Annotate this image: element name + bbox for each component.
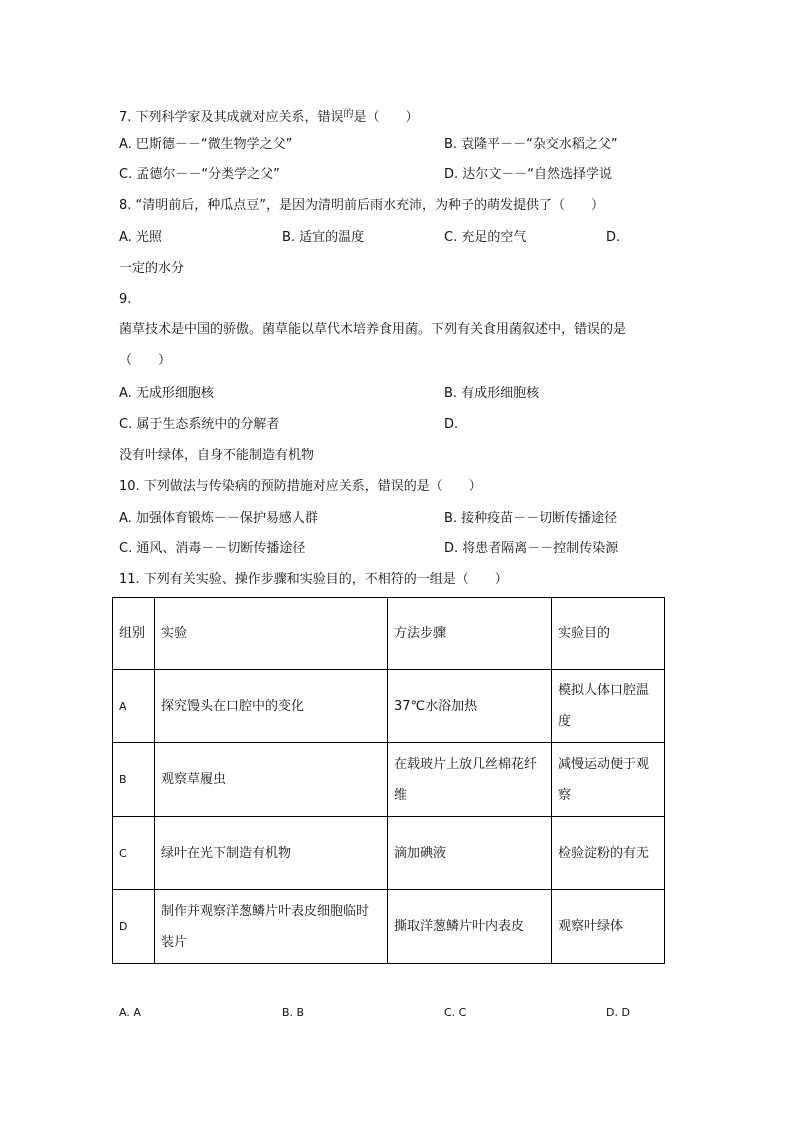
table-row [113, 670, 665, 743]
header-group: 组别 [113, 598, 155, 670]
table-header-row [113, 598, 665, 670]
option-a: A. 加强体育锻炼－－保护易感人群 [119, 511, 318, 526]
cell-method: 滴加碘液 [388, 817, 552, 890]
cell-method: 撕取洋葱鳞片叶内表皮 [388, 890, 552, 964]
option-a: A. 光照 [119, 230, 162, 245]
question-stem: 7. 下列科学家及其成就对应关系，错误$^的$是（ ） [119, 109, 419, 125]
cell-experiment: 探究馒头在口腔中的变化 [155, 670, 388, 743]
option-d: D. [444, 417, 459, 432]
option-c: C. 充足的空气 [444, 230, 527, 245]
option-d: D. 达尔文－－“自然选择学说 [444, 167, 613, 182]
cell-group: A [113, 670, 155, 743]
question-number: 9. [119, 292, 132, 307]
option-b: B. 适宜的温度 [282, 230, 365, 245]
option-c: C. 孟德尔－－“分类学之父” [119, 167, 280, 182]
cell-experiment: 制作并观察洋葱鳞片叶表皮细胞临时装片 [155, 890, 388, 964]
option-c: C. 通风、消毒－－切断传播途径 [119, 541, 306, 556]
cell-method: 37℃水浴加热 [388, 670, 552, 743]
table-row [113, 817, 665, 890]
option-b: B. 接种疫苗－－切断传播途径 [444, 511, 618, 526]
option-a: A. 无成形细胞核 [119, 386, 214, 401]
option-a: A. 巴斯德－－“微生物学之父” [119, 137, 293, 152]
option-c: C. 属于生态系统中的分解者 [119, 417, 280, 432]
table-row [113, 743, 665, 817]
option-d-text: 一定的水分 [119, 261, 185, 276]
option-d-text: 没有叶绿体，自身不能制造有机物 [119, 448, 315, 463]
option-d: D. D [606, 1006, 630, 1019]
option-d: D. [606, 230, 621, 245]
option-b: B. 有成形细胞核 [444, 386, 540, 401]
cell-group: C [113, 817, 155, 890]
experiment-table [112, 597, 665, 964]
question-stem: 11. 下列有关实验、操作步骤和实验目的，不相符的一组是（ ） [119, 572, 508, 587]
cell-purpose: 减慢运动便于观察 [552, 743, 665, 817]
table-row [113, 890, 665, 964]
cell-purpose: 模拟人体口腔温度 [552, 670, 665, 743]
header-method: 方法步骤 [388, 598, 552, 670]
option-b: B. 袁隆平－－“杂交水稻之父” [444, 137, 618, 152]
option-c: C. C [444, 1006, 467, 1019]
cell-purpose: 检验淀粉的有无 [552, 817, 665, 890]
cell-method: 在载玻片上放几丝棉花纤维 [388, 743, 552, 817]
header-purpose: 实验目的 [552, 598, 665, 670]
cell-purpose: 观察叶绿体 [552, 890, 665, 964]
question-stem: 10. 下列做法与传染病的预防措施对应关系，错误的是（ ） [119, 479, 482, 494]
question-stem: 菌草技术是中国的骄傲。菌草能以草代木培养食用菌。下列有关食用菌叙述中，错误的是 [119, 322, 627, 337]
question-stem: 8. “清明前后，种瓜点豆”，是因为清明前后雨水充沛，为种子的萌发提供了（ ） [119, 198, 605, 213]
cell-group: D [113, 890, 155, 964]
cell-experiment: 绿叶在光下制造有机物 [155, 817, 388, 890]
cell-experiment: 观察草履虫 [155, 743, 388, 817]
cell-group: B [113, 743, 155, 817]
option-d: D. 将患者隔离－－控制传染源 [444, 541, 619, 556]
option-a: A. A [119, 1006, 141, 1019]
answer-paren: （ ） [119, 353, 172, 368]
option-b: B. B [282, 1006, 305, 1019]
header-experiment: 实验 [155, 598, 388, 670]
